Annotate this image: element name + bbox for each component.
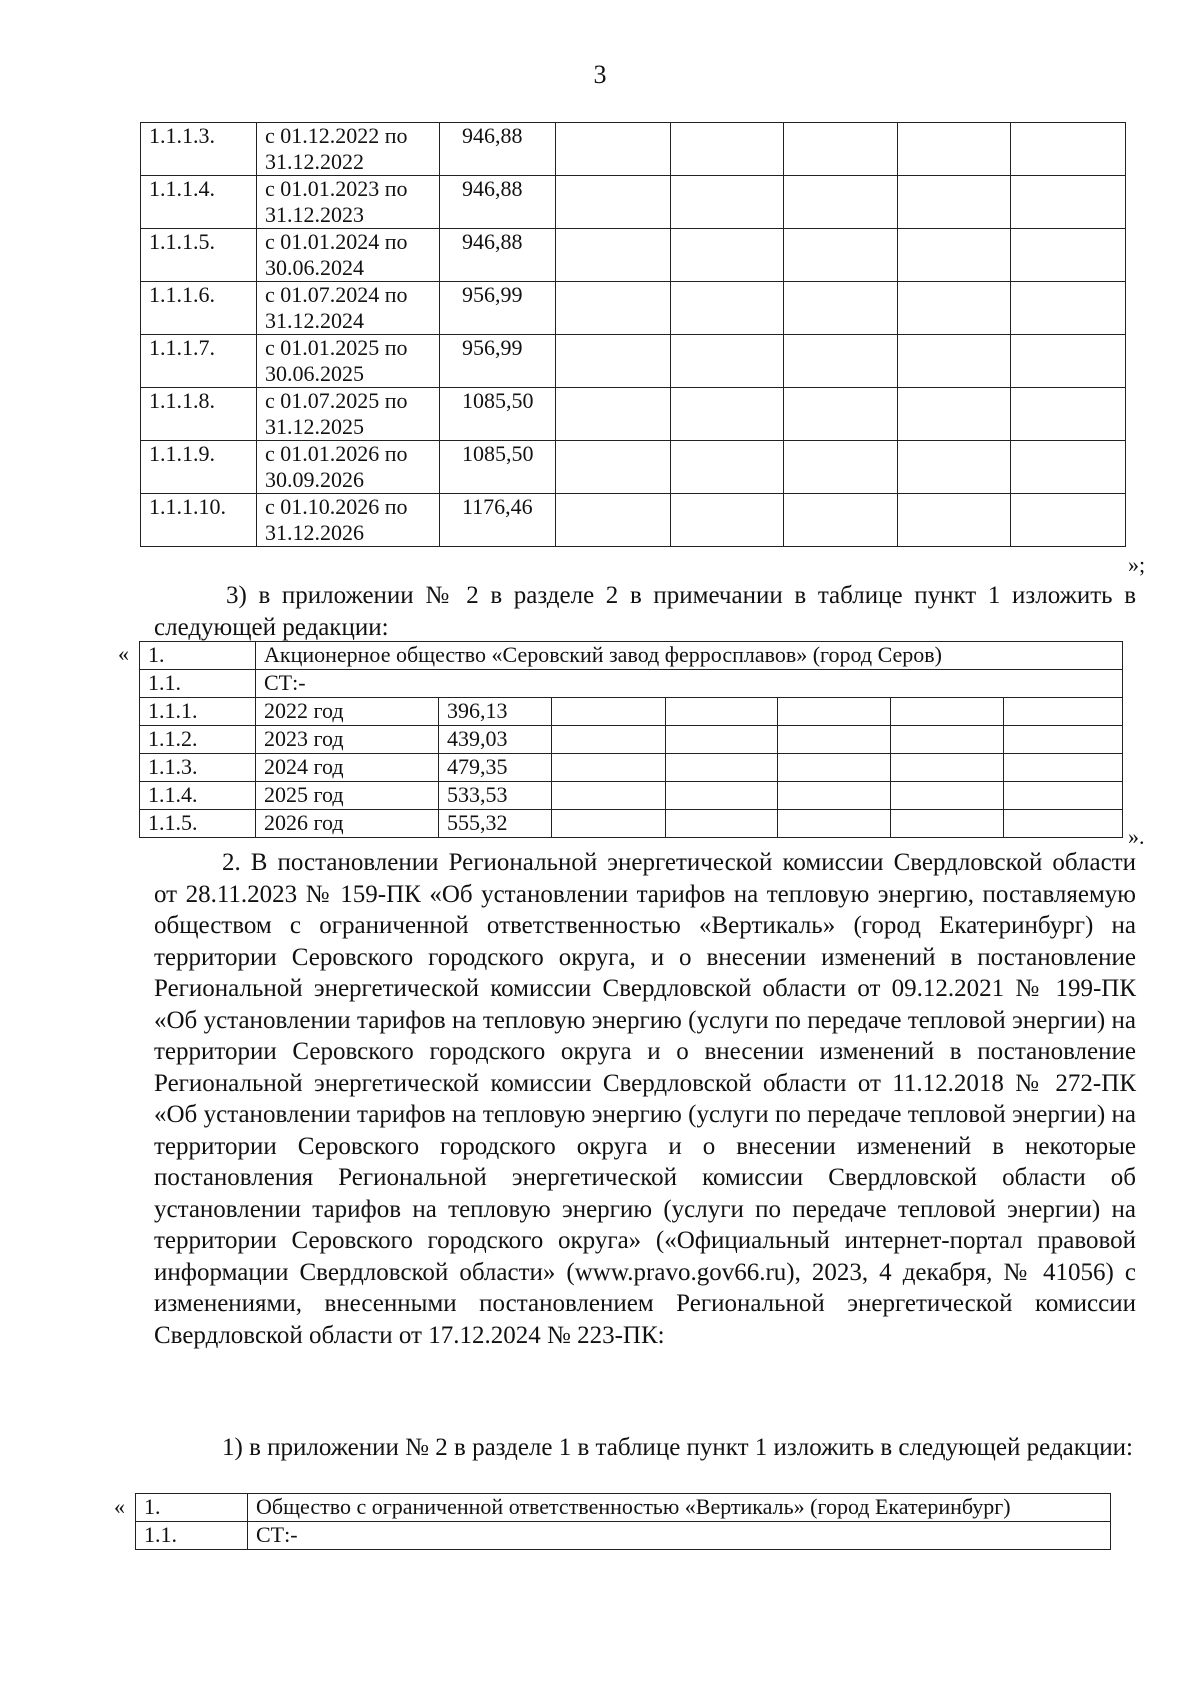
table-row [141,335,1126,388]
empty-cell [1004,782,1123,810]
empty-cell [671,123,784,176]
row-number: 1.1.5. [140,810,256,838]
empty-cell [898,441,1011,494]
empty-cell [1011,335,1126,388]
empty-cell [778,726,891,754]
tariff-value: 956,99 [440,335,556,388]
row-number: 1.1.3. [140,754,256,782]
row-number: 1.1. [140,670,256,698]
empty-cell [778,754,891,782]
open-quote-b: « [118,641,129,666]
row-number: 1.1.1.7. [141,335,257,388]
empty-cell [1004,754,1123,782]
empty-cell [556,123,671,176]
tariff-value: 1176,46 [440,494,556,547]
empty-cell [671,229,784,282]
row-number: 1.1.1.8. [141,388,257,441]
year: 2024 год [256,754,439,782]
table-row [136,1522,1111,1550]
empty-cell [1004,698,1123,726]
table-row [141,176,1126,229]
empty-cell [671,441,784,494]
empty-cell [891,810,1004,838]
empty-cell [556,494,671,547]
paragraph-section-2: 2. В постановлении Региональной энергетической комиссии Свердловской области от 28.11.2023 № 159-ПК «Об установлении тарифов на тепловую энергию, поставляемую обществом с ограниченной ответственностью «Вертикаль» (город Екатеринбург) на территории Серовского городского округа, и о внесении изменений в постановление Региональной энергетической комиссии Свердловской области от 09.12.2021 № 199-ПК «Об установлении тарифов на тепловую энергию (услуги по передаче тепловой энергии) на территории Серовского городского округа и о внесении изменений в постановление Региональной энергетической комиссии Свердловской области от 11.12.2018 № 272-ПК «Об установлении тарифов на тепловую энергию (услуги по передаче тепловой энергии) на территории Серовского городского округа и о внесении изменений в некоторые постановления Региональной энергетической комиссии Свердловской области об установлении тарифов на тепловую энергию (услуги по передаче тепловой энергии) на территории Серовского городского округа» («Официальный интернет-портал правовой информации Свердловской области» (www.pravo.gov66.ru), 2023, 4 декабря, № 41056) с изменениями, внесенными постановлением Региональной энергетической комиссии Свердловской области от 17.12.2024 № 223-ПК: [154,849,1136,1349]
empty-cell [784,388,898,441]
empty-cell [1011,388,1126,441]
table-row [140,782,1123,810]
table-row [136,1494,1111,1522]
period: с 01.12.2022 по 31.12.2022 [257,123,440,176]
empty-cell [891,782,1004,810]
row-number: 1.1.1.3. [141,123,257,176]
empty-cell [556,441,671,494]
empty-cell [784,441,898,494]
closing-quote-a: »; [1128,552,1146,577]
empty-cell [671,335,784,388]
table-row [140,670,1123,698]
table-row [141,123,1126,176]
empty-cell [778,698,891,726]
empty-cell [898,176,1011,229]
row-number: 1.1.4. [140,782,256,810]
vertikal-table [135,1493,1111,1550]
empty-cell [1004,726,1123,754]
organization-name: Общество с ограниченной ответственностью «Вертикаль» (город Екатеринбург) [248,1494,1111,1522]
closing-quote-b: ». [1128,824,1145,849]
row-number: 1.1.1.5. [141,229,257,282]
tariff-value: 439,03 [439,726,552,754]
period: с 01.07.2024 по 31.12.2024 [257,282,440,335]
empty-cell [556,282,671,335]
table-row [140,642,1123,670]
empty-cell [552,698,666,726]
empty-cell [556,176,671,229]
empty-cell [671,176,784,229]
tariff-value: 946,88 [440,229,556,282]
period: с 01.01.2026 по 30.09.2026 [257,441,440,494]
empty-cell [784,282,898,335]
empty-cell [778,782,891,810]
table-row [140,698,1123,726]
tariff-value: 479,35 [439,754,552,782]
empty-cell [671,282,784,335]
tariff-periods-table [140,122,1126,547]
row-number: 1. [140,642,256,670]
empty-cell [552,810,666,838]
tariff-type: СТ:- [248,1522,1111,1550]
row-number: 1.1.1.4. [141,176,257,229]
tariff-value: 956,99 [440,282,556,335]
table-row [141,282,1126,335]
steel-plant-table [139,641,1123,838]
empty-cell [1011,229,1126,282]
empty-cell [898,494,1011,547]
empty-cell [666,726,778,754]
row-number: 1.1.1.10. [141,494,257,547]
empty-cell [898,335,1011,388]
empty-cell [666,698,778,726]
period: с 01.01.2023 по 31.12.2023 [257,176,440,229]
tariff-value: 1085,50 [440,388,556,441]
empty-cell [898,123,1011,176]
paragraph-item-1: 1) в приложении № 2 в разделе 1 в таблице пункт 1 изложить в следующей редакции: [222,1434,1133,1461]
row-number: 1.1.1. [140,698,256,726]
tariff-value: 946,88 [440,123,556,176]
empty-cell [1004,810,1123,838]
row-number: 1. [136,1494,248,1522]
empty-cell [891,754,1004,782]
empty-cell [891,726,1004,754]
empty-cell [784,335,898,388]
table-row [141,441,1126,494]
page-number: 3 [593,60,607,89]
empty-cell [666,810,778,838]
year: 2026 год [256,810,439,838]
empty-cell [898,282,1011,335]
organization-name: Акционерное общество «Серовский завод ферросплавов» (город Серов) [256,642,1123,670]
table-row [141,388,1126,441]
table-row [140,754,1123,782]
empty-cell [891,698,1004,726]
table-row [140,810,1123,838]
table-row [141,494,1126,547]
empty-cell [1011,494,1126,547]
row-number: 1.1.1.6. [141,282,257,335]
empty-cell [784,123,898,176]
tariff-value: 1085,50 [440,441,556,494]
empty-cell [1011,282,1126,335]
empty-cell [898,388,1011,441]
period: с 01.01.2024 по 30.06.2024 [257,229,440,282]
empty-cell [1011,176,1126,229]
period: с 01.07.2025 по 31.12.2025 [257,388,440,441]
empty-cell [556,229,671,282]
empty-cell [552,726,666,754]
row-number: 1.1. [136,1522,248,1550]
tariff-value: 555,32 [439,810,552,838]
table-row [141,229,1126,282]
tariff-value: 396,13 [439,698,552,726]
period: с 01.01.2025 по 30.06.2025 [257,335,440,388]
year: 2023 год [256,726,439,754]
empty-cell [556,388,671,441]
paragraph-item-3: 3) в приложении № 2 в разделе 2 в примечании в таблице пункт 1 изложить в следующей редакции: [154,582,1136,641]
empty-cell [778,810,891,838]
empty-cell [666,754,778,782]
empty-cell [898,229,1011,282]
open-quote-c: « [114,1494,125,1519]
empty-cell [784,229,898,282]
empty-cell [556,335,671,388]
empty-cell [784,176,898,229]
tariff-type: СТ:- [256,670,1123,698]
empty-cell [666,782,778,810]
empty-cell [1011,123,1126,176]
empty-cell [552,782,666,810]
row-number: 1.1.1.9. [141,441,257,494]
empty-cell [784,494,898,547]
period: с 01.10.2026 по 31.12.2026 [257,494,440,547]
year: 2022 год [256,698,439,726]
empty-cell [671,388,784,441]
empty-cell [1011,441,1126,494]
tariff-value: 533,53 [439,782,552,810]
tariff-value: 946,88 [440,176,556,229]
empty-cell [671,494,784,547]
year: 2025 год [256,782,439,810]
row-number: 1.1.2. [140,726,256,754]
empty-cell [552,754,666,782]
table-row [140,726,1123,754]
